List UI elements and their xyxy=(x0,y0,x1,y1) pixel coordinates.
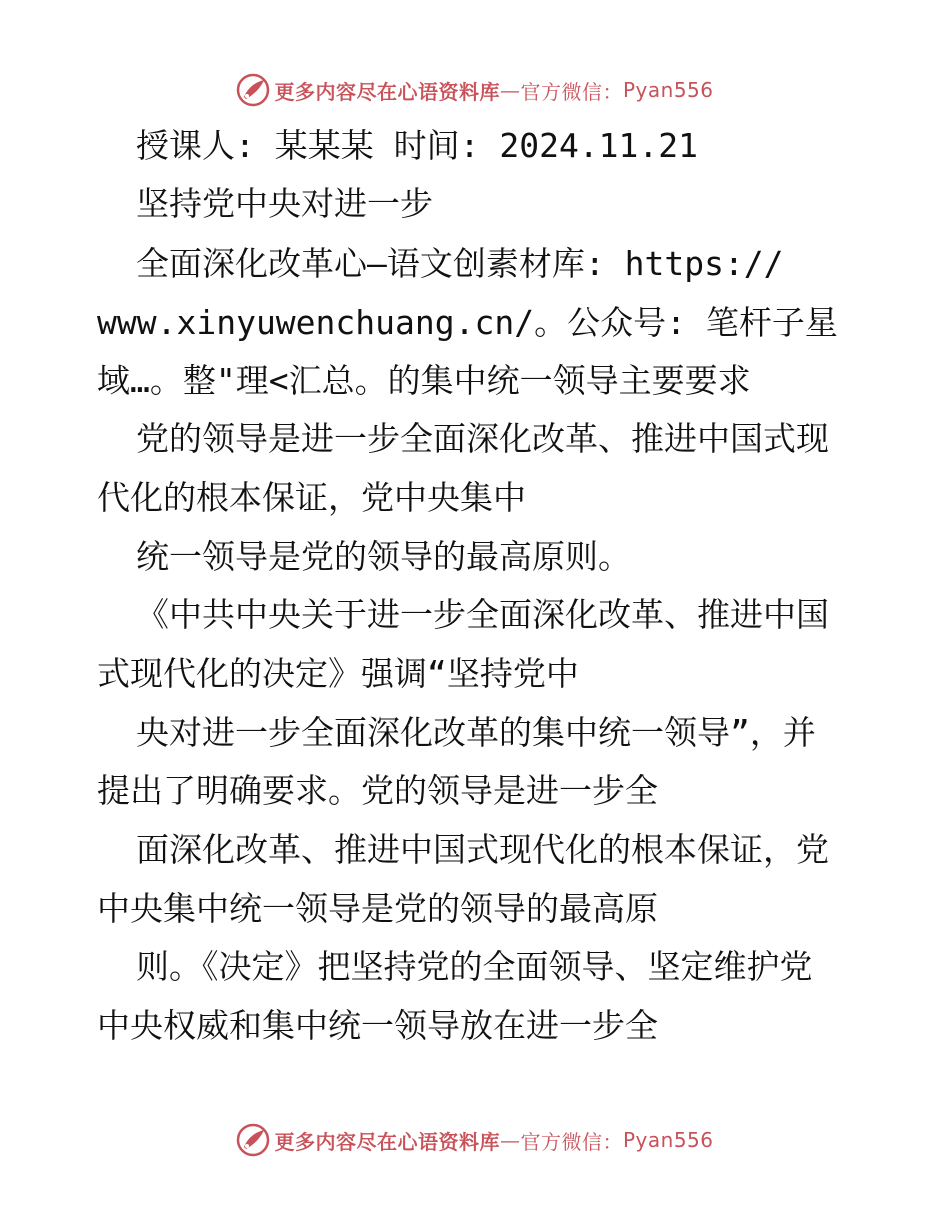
text-line-7: 代化的根本保证，党中央集中 xyxy=(97,478,526,517)
pen-nib-logo-icon xyxy=(236,1123,270,1157)
text-line-15: 则。《决定》把坚持党的全面领导、坚定维护党 xyxy=(136,947,813,986)
text-line-14: 中央集中统一领导是党的领导的最高原 xyxy=(97,889,658,928)
text-line-3: 全面深化改革心—语文创素材库: https:// xyxy=(136,244,784,283)
footer-watermark xyxy=(0,1120,950,1160)
text-line-10: 式现代化的决定》强调“坚持党中 xyxy=(97,654,579,693)
watermark-account: Pyan556 xyxy=(622,1128,714,1152)
text-line-16: 中央权威和集中统一领导放在进一步全 xyxy=(97,1006,658,1045)
watermark-account: Pyan556 xyxy=(622,78,714,102)
watermark-separator: — xyxy=(499,78,521,102)
text-line-2: 坚持党中央对进一步 xyxy=(136,184,433,223)
watermark-separator: — xyxy=(499,1128,521,1152)
watermark-official-label: 官方微信： xyxy=(520,1129,623,1154)
text-line-12: 提出了明确要求。党的领导是进一步全 xyxy=(97,771,658,810)
watermark-brand: 更多内容尽在心语资料库 xyxy=(274,1129,500,1154)
watermark-official-label: 官方微信： xyxy=(520,79,623,104)
text-line-4: www.xinyuwenchuang.cn/。公众号: 笔杆子星 xyxy=(97,303,838,342)
watermark-brand: 更多内容尽在心语资料库 xyxy=(274,79,500,104)
text-line-5: 域…。整"理<汇总。的集中统一领导主要要求 xyxy=(97,361,751,400)
text-line-9: 《中共中央关于进一步全面深化改革、推进中国 xyxy=(136,595,829,634)
text-line-13: 面深化改革、推进中国式现代化的根本保证，党 xyxy=(136,830,829,869)
text-line-1: 授课人: 某某某 时间: 2024.11.21 xyxy=(136,126,699,165)
pen-nib-logo-icon xyxy=(236,73,270,107)
text-line-11: 央对进一步全面深化改革的集中统一领导”，并 xyxy=(136,713,816,752)
text-line-6: 党的领导是进一步全面深化改革、推进中国式现 xyxy=(136,419,829,458)
header-watermark xyxy=(0,70,950,110)
text-line-8: 统一领导是党的领导的最高原则。 xyxy=(136,537,631,576)
